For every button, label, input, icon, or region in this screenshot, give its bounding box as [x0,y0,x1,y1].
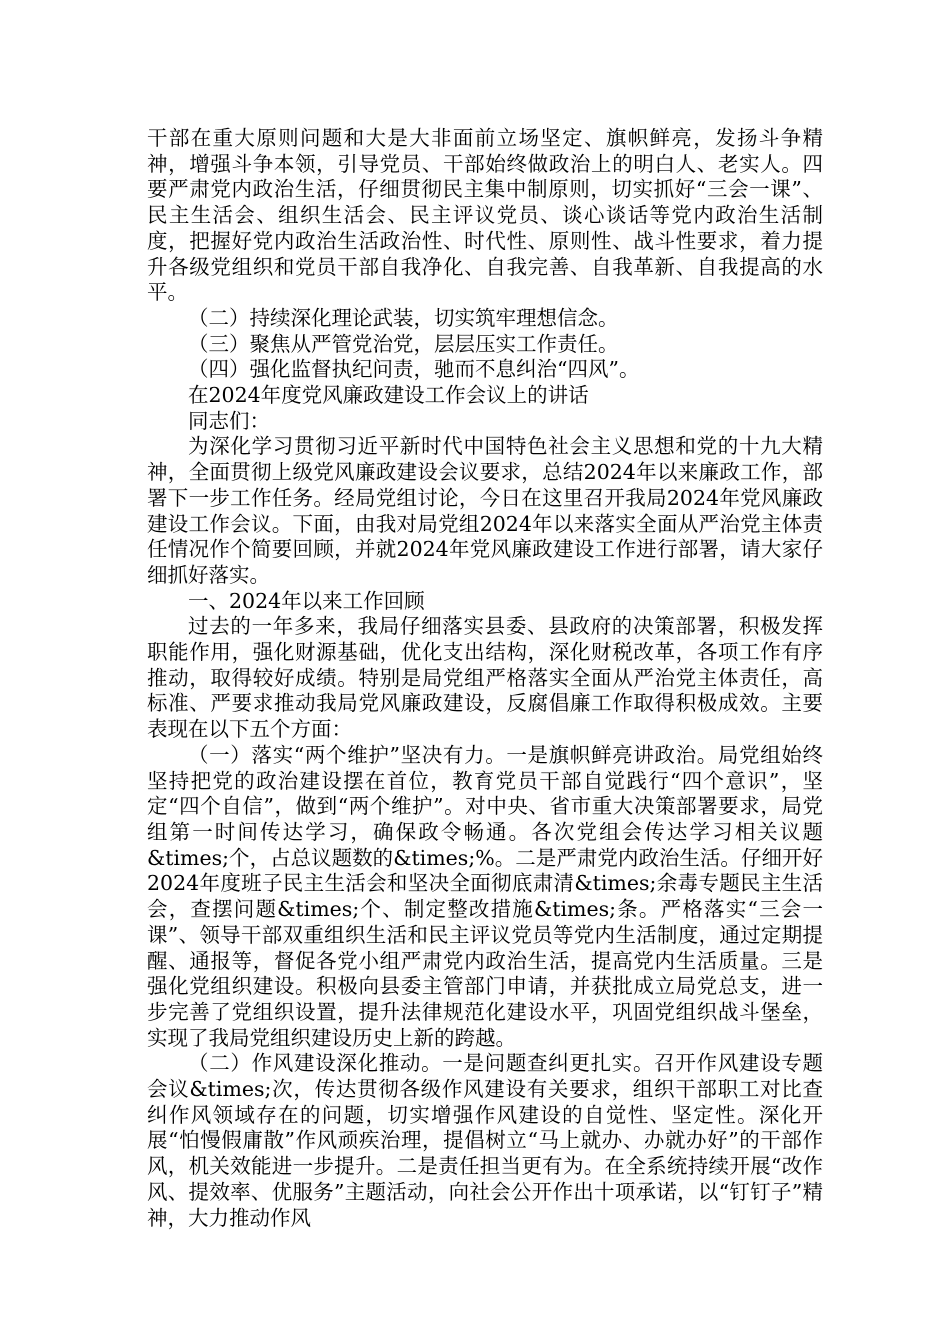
section-heading-three: （三）聚焦从严管党治党，层层压实工作责任。 [188,331,619,356]
section-heading-review: 一、2024年以来工作回顾 [188,588,425,613]
paragraph-work-style: （二）作风建设深化推动。一是问题查纠更扎实。召开作风建设专题会议&times;次，传达贯彻各级作风建设有关要求，组织干部职工对比查纠作风领域存在的问题，切实增强作风建设的自觉性、坚定性。深化开展“怕慢假庸散”作风顽疾治理，提倡树立“马上就办、办就办好”的干部作风，机关效能进一步提升。二是责任担当更有为。在全系统持续开展“改作风、提效率、优服务”主题活动，向社会公开作出十项承诺，以“钉钉子”精神，大力推动作风 [147,1051,823,1230]
paragraph-continuation: 干部在重大原则问题和大是大非面前立场坚定、旗帜鲜亮，发扬斗争精神，增强斗争本领，引导党员、干部始终做政治上的明白人、老实人。四要严肃党内政治生活，仔细贯彻民主集中制原则，切实抓好“三会一课”、民主生活会、组织生活会、民主评议党员、谈心谈话等党内政治生活制度，把握好党内政治生活政治性、时代性、原则性、战斗性要求，着力提升各级党组织和党员干部自我净化、自我完善、自我革新、自我提高的水平。 [147,126,823,305]
speech-title: 在2024年度党风廉政建设工作会议上的讲话 [188,383,589,408]
paragraph-two-safeguards: （一）落实“两个维护”坚决有力。一是旗帜鲜亮讲政治。局党组始终坚持把党的政治建设摆在首位，教育党员干部自觉践行“四个意识”，坚定“四个自信”，做到“两个维护”。对中央、省市重大决策部署要求，局党组第一时间传达学习，确保政令畅通。各次党组会传达学习相关议题&times;个，占总议题数的&times;%。二是严肃党内政治生活。仔细开好2024年度班子民主生活会和坚决全面彻底肃清&times;余毒专题民主生活会，查摆问题&times;个、制定整改措施&times;条。严格落实“三会一课”、领导干部双重组织生活和民主评议党员等党内生活制度，通过定期提醒、通报等，督促各党小组严肃党内政治生活，提高党内生活质量。三是强化党组织建设。积极向县委主管部门申请，并获批成立局党总支，进一步完善了党组织设置，提升法律规范化建设水平，巩固党组织战斗堡垒，实现了我局党组织建设历史上新的跨越。 [147,742,823,1050]
section-heading-four: （四）强化监督执纪问责，驰而不息纠治“四风”。 [188,357,640,382]
paragraph-review: 过去的一年多来，我局仔细落实县委、县政府的决策部署，积极发挥职能作用，强化财源基础，优化支出结构，深化财税改革，各项工作有序推动，取得较好成绩。特别是局党组严格落实全面从严治党主体责任，高标准、严要求推动我局党风廉政建设，反腐倡廉工作取得积极成效。主要表现在以下五个方面： [147,614,823,742]
salutation: 同志们： [188,408,270,433]
section-heading-two: （二）持续深化理论武装，切实筑牢理想信念。 [188,305,619,330]
document-page [147,126,823,1231]
paragraph-intro: 为深化学习贯彻习近平新时代中国特色社会主义思想和党的十九大精神，全面贯彻上级党风廉政建设会议要求，总结2024年以来廉政工作，部署下一步工作任务。经局党组讨论，今日在这里召开我局2024年党风廉政建设工作会议。下面，由我对局党组2024年以来落实全面从严治党主体责任情况作个简要回顾，并就2024年党风廉政建设工作进行部署，请大家仔细抓好落实。 [147,434,823,587]
